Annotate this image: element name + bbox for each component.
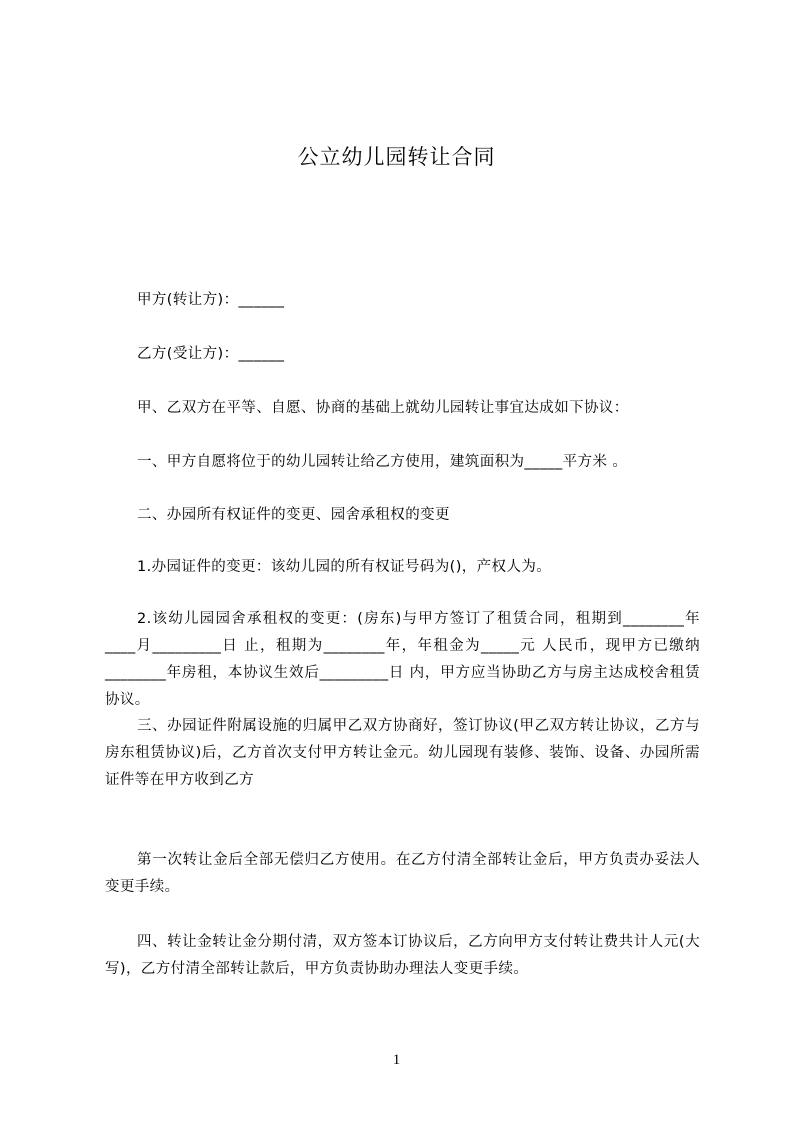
clause-2-2: 2.该幼儿园园舍承租权的变更：(房东)与甲方签订了租赁合同，租期到________年____月_________日 止，租期为________年，年租金为_____元 人民币，现甲方已缴纳________年房租，本协议生效后_________日 内，甲方应当协助乙方与房主达成校舍租赁协议。 — [105, 611, 700, 708]
clause-1: 一、甲方自愿将位于的幼儿园转让给乙方使用，建筑面积为_____平方米 。 — [137, 454, 628, 470]
intro-paragraph: 甲、乙双方在平等、自愿、协商的基础上就幼儿园转让事宜达成如下协议： — [137, 400, 629, 416]
clause-2-heading: 二、办园所有权证件的变更、园舍承租权的变更 — [137, 507, 450, 523]
clause-3: 三、办园证件附属设施的归属甲乙双方协商好，签订协议(甲乙双方转让协议，乙方与房东租赁协议)后，乙方首次支付甲方转让金元。幼儿园现有装修、装饰、设备、办园所需证件等在甲方收到乙方 — [105, 718, 700, 788]
page-number: 1 — [392, 1052, 401, 1068]
clause-3-continued: 第一次转让金后全部无偿归乙方使用。在乙方付清全部转让金后，甲方负责办妥法人变更手续。 — [105, 852, 700, 895]
party-a-line: 甲方(转让方)：______ — [137, 292, 285, 308]
clause-2-1: 1.办园证件的变更：该幼儿园的所有权证号码为()，产权人为。 — [137, 559, 552, 575]
clause-4: 四、转让金转让金分期付清，双方签本订协议后，乙方向甲方支付转让费共计人元(大写)，乙方付清全部转让款后，甲方负责协助办理法人变更手续。 — [105, 934, 700, 977]
page-title: 公立幼儿园转让合同 — [297, 145, 496, 169]
party-b-line: 乙方(受让方)：______ — [137, 346, 285, 362]
